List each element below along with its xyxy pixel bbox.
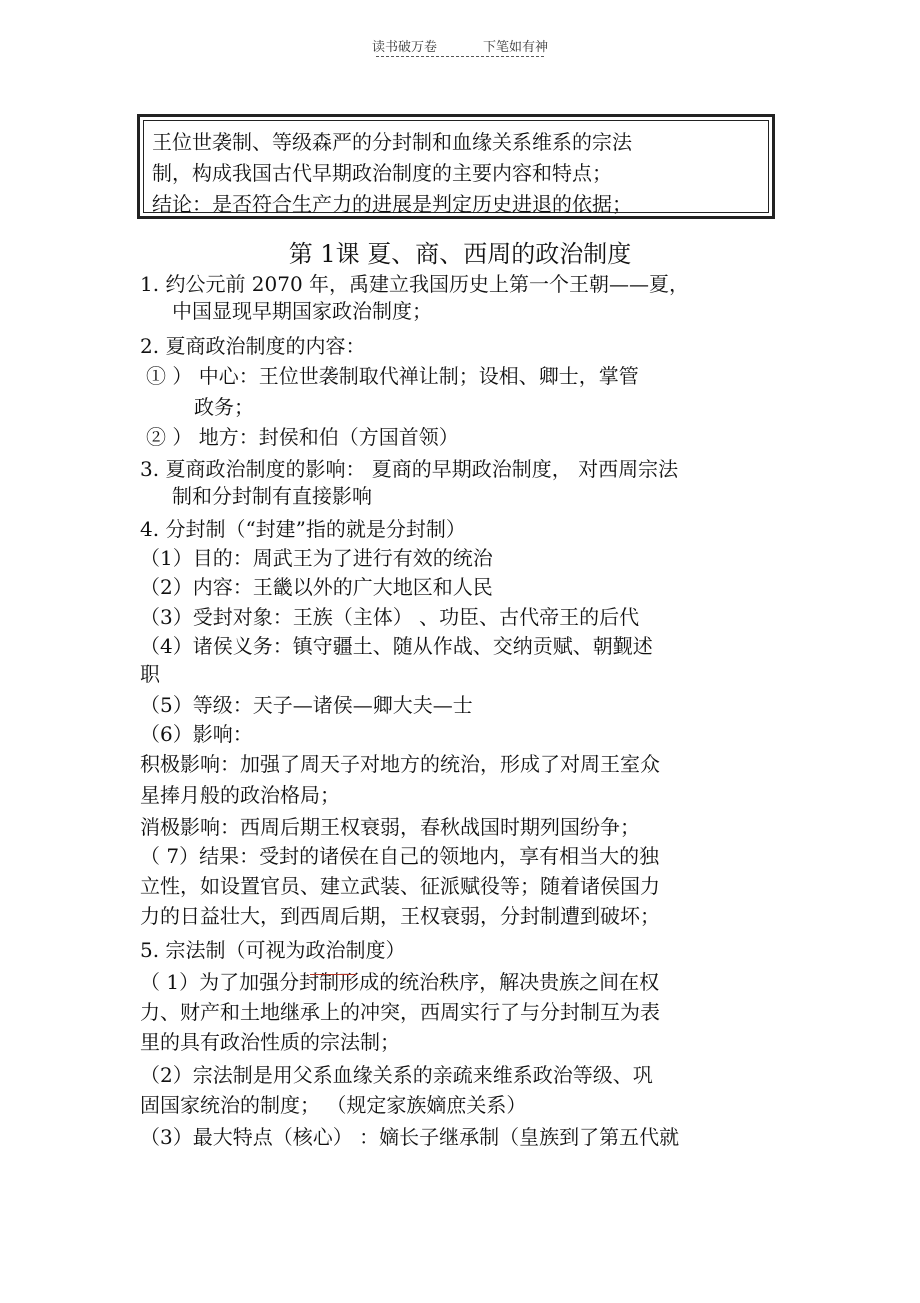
- body-line: 星捧月般的政治格局；: [140, 783, 340, 807]
- body-line: ② ） 地方：封侯和伯（方国首领）: [146, 425, 459, 449]
- summary-box-inner: [143, 120, 769, 216]
- body-line: 5. 宗法制（可视为政治制度）: [140, 938, 406, 962]
- red-annotation-mark: [310, 974, 356, 975]
- body-line: 职: [140, 662, 160, 686]
- body-line: （2）宗法制是用父系血缘关系的亲疏来维系政治等级、巩: [140, 1063, 653, 1087]
- body-line: ① ） 中心：王位世袭制取代禅让制；设相、卿士，掌管: [146, 364, 639, 388]
- body-line: （5）等级：天子—诸侯—卿大夫—士: [140, 693, 473, 717]
- body-line: （1）目的：周武王为了进行有效的统治: [140, 546, 493, 570]
- body-line: 1. 约公元前 2070 年，禹建立我国历史上第一个王朝——夏，: [140, 272, 690, 296]
- header-dashed-rule: [376, 56, 544, 57]
- body-line: （6）影响：: [140, 722, 253, 746]
- body-line: 政务；: [194, 395, 254, 419]
- summary-line: 制，构成我国古代早期政治制度的主要内容和特点；: [152, 161, 612, 185]
- lesson-title: 第 1课 夏、商、西周的政治制度: [288, 240, 632, 268]
- body-line: 里的具有政治性质的宗法制；: [140, 1030, 400, 1054]
- body-line: 3. 夏商政治制度的影响： 夏商的早期政治制度， 对西周宗法: [140, 457, 679, 481]
- summary-line: 结论：是否符合生产力的进展是判定历史进退的依据；: [152, 192, 632, 216]
- header-left-text: 读书破万卷: [371, 40, 437, 55]
- body-line: 固国家统治的制度； （规定家族嫡庶关系）: [140, 1093, 527, 1117]
- body-line: （ 7）结果：受封的诸侯在自己的领地内，享有相当大的独: [140, 844, 660, 868]
- body-line: 中国显现早期国家政治制度；: [172, 299, 432, 323]
- header-right-text: 下笔如有神: [483, 40, 549, 55]
- body-line: 消极影响：西周后期王权衰弱，春秋战国时期列国纷争；: [140, 815, 640, 839]
- body-line: 积极影响：加强了周天子对地方的统治，形成了对周王室众: [140, 752, 660, 776]
- page-header: [0, 36, 920, 55]
- summary-line: 王位世袭制、等级森严的分封制和血缘关系维系的宗法: [152, 130, 632, 154]
- body-line: 力的日益壮大，到西周后期，王权衰弱，分封制遭到破坏；: [140, 904, 660, 928]
- body-line: 4. 分封制（“封建”指的就是分封制）: [140, 517, 466, 541]
- body-line: （ 1）为了加强分封制形成的统治秩序，解决贵族之间在权: [140, 970, 660, 994]
- body-line: （4）诸侯义务：镇守疆土、随从作战、交纳贡赋、朝觐述: [140, 634, 653, 658]
- body-line: 立性，如设置官员、建立武装、征派赋役等；随着诸侯国力: [140, 874, 660, 898]
- body-line: 2. 夏商政治制度的内容：: [140, 334, 366, 358]
- body-line: （2）内容：王畿以外的广大地区和人民: [140, 575, 493, 599]
- body-line: （3）受封对象：王族（主体） 、功臣、古代帝王的后代: [140, 605, 640, 629]
- body-line: （3）最大特点（核心） ：嫡长子继承制（皇族到了第五代就: [140, 1125, 680, 1149]
- summary-box: [137, 114, 775, 219]
- body-line: 制和分封制有直接影响: [172, 484, 372, 508]
- body-line: 力、财产和土地继承上的冲突，西周实行了与分封制互为表: [140, 1000, 660, 1024]
